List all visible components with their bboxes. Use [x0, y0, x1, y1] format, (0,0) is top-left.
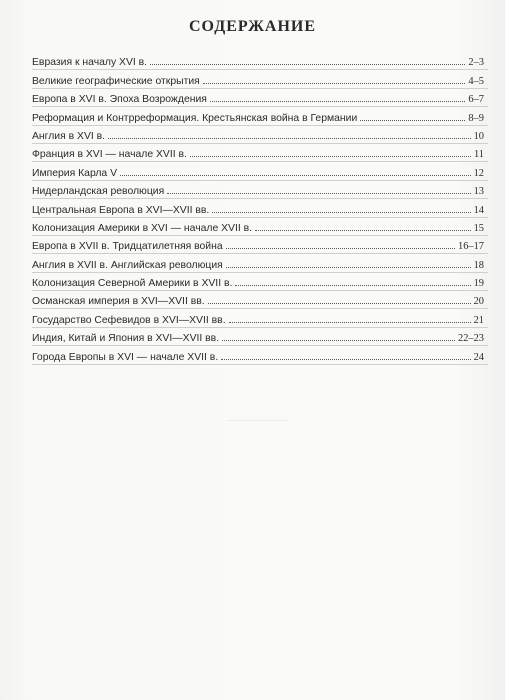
toc-entry-title: Евразия к началу XVI в.: [32, 57, 148, 69]
dot-leader: [208, 302, 471, 304]
dot-leader: [226, 247, 455, 249]
dot-leader: [235, 284, 470, 286]
dot-leader: [150, 63, 465, 65]
toc-entry: [32, 346, 488, 364]
toc-entry-title: Франция в XVI — начале XVII в.: [32, 149, 187, 161]
toc-entry: [32, 199, 488, 217]
toc-entry: [32, 89, 488, 107]
dot-leader: [167, 192, 470, 194]
toc-entry-page: 15: [473, 222, 484, 234]
dot-leader: [226, 266, 471, 268]
toc-entry-title: Османская империя в XVI—XVII вв.: [32, 296, 205, 308]
page-title: СОДЕРЖАНИЕ: [188, 18, 317, 35]
toc-entry: [32, 273, 488, 291]
toc-entry-page: 20: [473, 296, 484, 308]
toc-entry-title: Реформация и Контрреформация. Крестьянская война в Германии: [32, 112, 358, 124]
toc-entry-page: 14: [473, 204, 484, 216]
dot-leader: [108, 137, 471, 139]
toc-entry: [32, 107, 488, 125]
toc-entry: [32, 328, 488, 346]
toc-entry-page: 22–23: [458, 333, 484, 345]
dot-leader: [255, 229, 471, 231]
toc-entry-page: 12: [473, 167, 484, 179]
toc-entry-title: Государство Сефевидов в XVI—XVII вв.: [32, 314, 226, 326]
toc-entry-title: Европа в XVII в. Тридцатилетняя война: [32, 241, 223, 253]
toc-entry-page: 8–9: [468, 112, 484, 124]
dot-leader: [210, 100, 466, 102]
toc-entry-page: 19: [473, 278, 484, 290]
toc-entry-page: 11: [473, 149, 484, 161]
toc-entry-title: Европа в XVI в. Эпоха Возрождения: [32, 94, 207, 106]
toc-entry-page: 2–3: [468, 57, 484, 69]
toc-entry: [32, 70, 488, 88]
toc-entry-page: 16–17: [458, 241, 484, 253]
toc-entry-title: Индия, Китай и Япония в XVI—XVII вв.: [32, 333, 220, 345]
toc-entry-page: 6–7: [468, 94, 484, 106]
faint-divider: [228, 420, 288, 421]
dot-leader: [203, 82, 466, 84]
toc-entry-page: 18: [473, 259, 484, 271]
toc-entry-title: Города Европы в XVI — начале XVII в.: [32, 351, 219, 363]
dot-leader: [190, 155, 471, 157]
toc-entry: [32, 254, 488, 272]
toc-entry: [32, 144, 488, 162]
dot-leader: [221, 358, 470, 360]
toc-entry: [32, 218, 488, 236]
table-of-contents: [32, 52, 488, 365]
dot-leader: [229, 321, 471, 323]
toc-entry-page: 13: [473, 186, 484, 198]
toc-entry: [32, 52, 488, 70]
toc-entry: [32, 291, 488, 309]
dot-leader: [360, 119, 465, 121]
dot-leader: [222, 339, 455, 341]
toc-entry-title: Англия в XVII в. Английская революция: [32, 259, 223, 271]
toc-entry-page: 24: [473, 351, 484, 363]
toc-entry: [32, 162, 488, 180]
toc-entry-title: Великие географические открытия: [32, 75, 200, 87]
toc-entry-page: 21: [473, 314, 484, 326]
dot-leader: [120, 174, 471, 176]
toc-entry-page: 4–5: [468, 75, 484, 87]
toc-entry-title: Нидерландская революция: [32, 186, 165, 198]
toc-entry-title: Колонизация Америки в XVI — начале XVII в.: [32, 222, 253, 234]
toc-entry-title: Центральная Европа в XVI—XVII вв.: [32, 204, 210, 216]
toc-entry: [32, 236, 488, 254]
toc-entry: [32, 126, 488, 144]
toc-entry-page: 10: [473, 130, 484, 142]
toc-entry-title: Англия в XVI в.: [32, 130, 106, 142]
toc-entry: [32, 309, 488, 327]
dot-leader: [212, 211, 470, 213]
toc-entry-title: Колонизация Северной Америки в XVII в.: [32, 278, 233, 290]
toc-entry-title: Империя Карла V: [32, 167, 118, 179]
toc-entry: [32, 181, 488, 199]
